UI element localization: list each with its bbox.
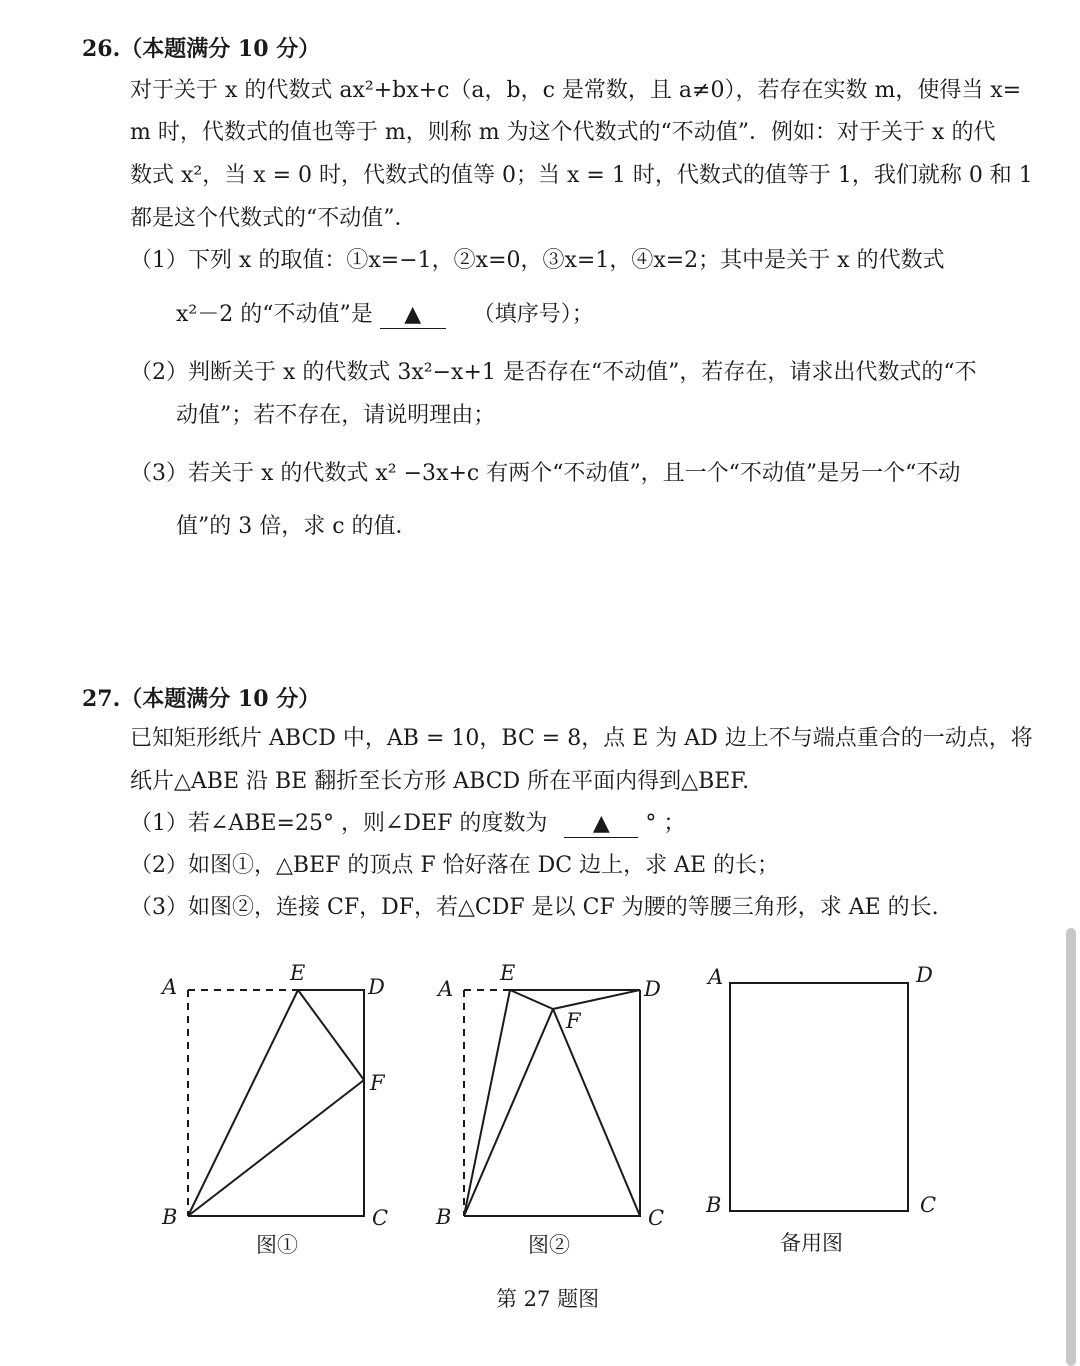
- fig2-label-e: E: [500, 961, 516, 985]
- fig1-rectangle-edges: [188, 990, 364, 1216]
- q26-part3-line2: 值”的 3 倍，求 c 的值．: [176, 514, 418, 539]
- figures-overall-caption: 第 27 题图: [496, 1287, 600, 1311]
- q26-part2-line2: 动值”；若不存在，请说明理由；: [176, 403, 496, 428]
- fig1-label-e: E: [290, 961, 306, 985]
- q26-line-1: 对于关于 x 的代数式 ax²+bx+c（a，b，c 是常数，且 a≠0），若存在实数 m，使得当 x=: [130, 78, 1022, 103]
- fig1-label-b: B: [162, 1205, 178, 1229]
- q26-line-4: 都是这个代数式的“不动值”．: [130, 206, 417, 231]
- fig3-label-a: A: [708, 965, 724, 989]
- q27-figures: [0, 950, 1080, 1330]
- q27-part2: （2）如图①，△BEF 的顶点 F 恰好落在 DC 边上，求 AE 的长；: [130, 853, 780, 878]
- q26-title: 26.（本题满分 10 分）: [82, 36, 321, 62]
- q26-part3-line1: （3）若关于 x 的代数式 x² −3x+c 有两个“不动值”，且一个“不动值”是另一个“不动: [130, 461, 961, 486]
- fig3-label-d: D: [916, 963, 933, 987]
- q27-part1: [130, 809, 685, 839]
- q27-part1-suffix: ° ；: [645, 811, 686, 836]
- q27-line-2: 纸片△ABE 沿 BE 翻折至长方形 ABCD 所在平面内得到△BEF.: [130, 769, 750, 794]
- fig2-df: [553, 990, 640, 1009]
- fig2-label-d: D: [644, 977, 661, 1001]
- q26-part1-text: x²－2 的“不动值”是: [176, 302, 373, 327]
- q26-part1-line2: [176, 300, 594, 330]
- scrollbar[interactable]: [1066, 928, 1076, 1366]
- q26-part2-line1: （2）判断关于 x 的代数式 3x²−x+1 是否存在“不动值”，若存在，请求出代数式的“不: [130, 360, 977, 385]
- fig3-rectangle: [730, 983, 908, 1211]
- fig1-label-f: F: [370, 1071, 385, 1095]
- fig2-label-f: F: [566, 1009, 581, 1033]
- q26-part1-suffix: （填序号）；: [472, 302, 594, 327]
- fig2-label-a: A: [438, 977, 454, 1001]
- fig1-bf: [188, 1080, 364, 1216]
- fig3-caption: 备用图: [780, 1231, 843, 1255]
- q26-line-2: m 时，代数式的值也等于 m，则称 m 为这个代数式的“不动值”．例如：对于关于 x 的代: [130, 120, 996, 145]
- fig1-label-a: A: [162, 975, 178, 999]
- fig1-label-d: D: [368, 975, 385, 999]
- fig2-label-c: C: [648, 1206, 665, 1230]
- q26-part1-answer-blank[interactable]: ▲: [380, 302, 446, 329]
- q27-part1-text: （1）若∠ABE=25° ，则∠DEF 的度数为: [130, 811, 548, 836]
- fig2-caption: 图②: [528, 1233, 570, 1257]
- q26-line-3: 数式 x²，当 x = 0 时，代数式的值等 0；当 x = 1 时，代数式的值等于 1，我们就称 0 和 1: [130, 163, 1033, 188]
- fig3-label-c: C: [920, 1193, 937, 1217]
- q27-part3: （3）如图②，连接 CF，DF，若△CDF 是以 CF 为腰的等腰三角形，求 AE 的长.: [130, 895, 939, 920]
- q26-part1-line1: （1）下列 x 的取值：①x=−1，②x=0，③x=1，④x=2；其中是关于 x 的代数式: [130, 248, 945, 273]
- fig1-ef: [298, 990, 364, 1080]
- fig3-label-b: B: [706, 1193, 722, 1217]
- fig2-be: [464, 990, 510, 1216]
- fig2-rectangle-edges: [464, 990, 640, 1216]
- fig2-ef: [510, 990, 553, 1009]
- q27-part1-answer-blank[interactable]: ▲: [564, 811, 638, 838]
- fig2-bf: [464, 1009, 553, 1216]
- q27-title: 27.（本题满分 10 分）: [82, 686, 321, 712]
- fig1-be: [188, 990, 298, 1216]
- q27-line-1: 已知矩形纸片 ABCD 中，AB = 10，BC = 8，点 E 为 AD 边上不与端点重合的一动点，将: [130, 726, 1033, 751]
- fig2-label-b: B: [436, 1205, 452, 1229]
- fig1-label-c: C: [372, 1206, 389, 1230]
- fig2-cf: [553, 1009, 640, 1216]
- fig1-caption: 图①: [256, 1233, 298, 1257]
